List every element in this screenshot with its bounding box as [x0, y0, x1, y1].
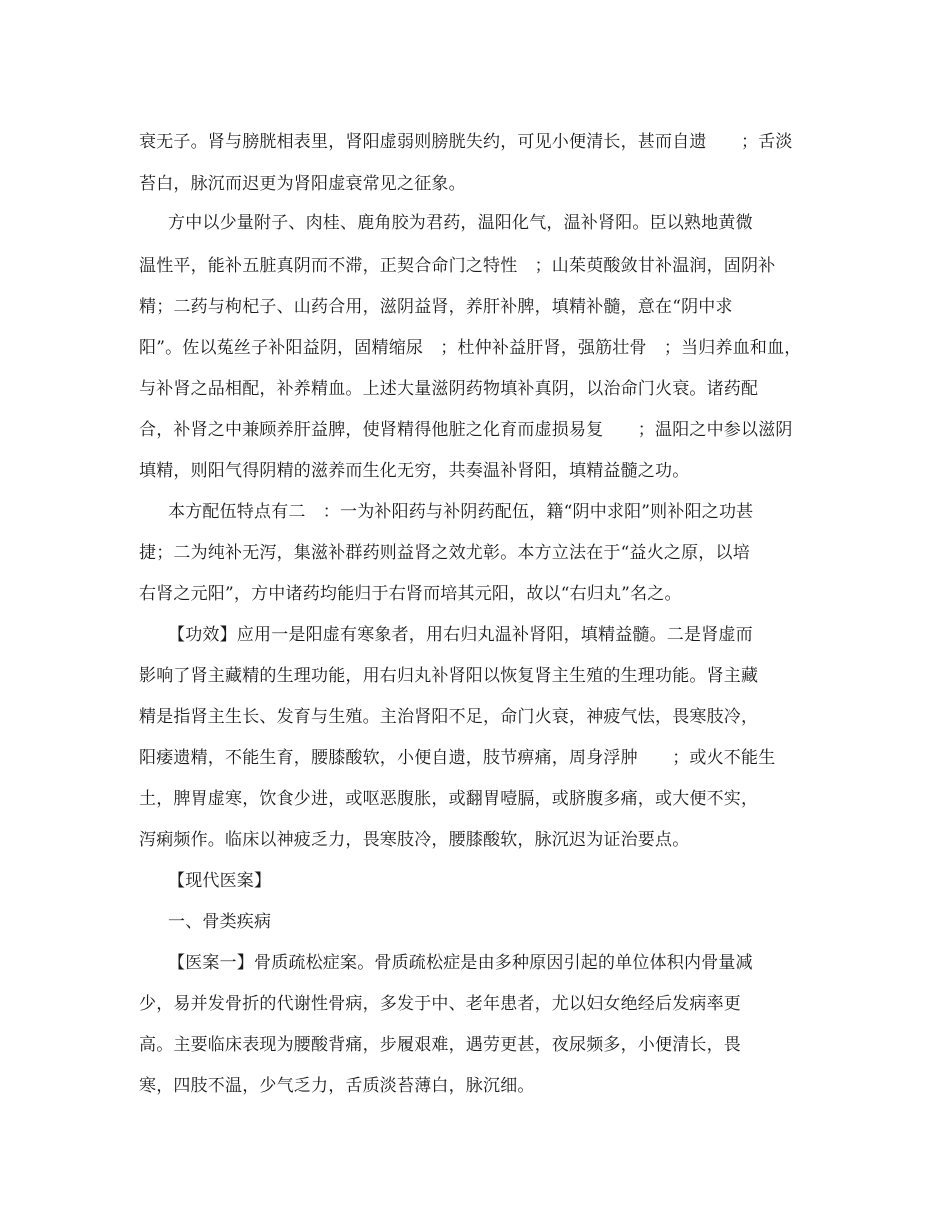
text-line: 土，脾胃虚寒，饮食少进，或呕恶腹胀，或翻胃噎膈，或脐腹多痛，或大便不实， — [139, 789, 759, 809]
text-line: 合，补肾之中兼顾养肝益脾，使肾精得他脏之化育而虚损易复 ；温阳之中参以滋阴 — [139, 420, 793, 440]
section-heading: 【现代医案】 — [168, 871, 272, 891]
text-line: 衰无子。肾与膀胱相表里，肾阳虚弱则膀胱失约，可见小便清长，甚而自遗 ；舌淡 — [139, 132, 793, 152]
text-line: 阳”。佐以菟丝子补阳益阴，固精缩尿 ；杜仲补益肝肾，强筋壮骨 ；当归养血和血， — [139, 338, 802, 358]
subsection-heading: 一、骨类疾病 — [168, 912, 272, 932]
text-line: 泻痢频作。临床以神疲乏力，畏寒肢冷，腰膝酸软，脉沉迟为证治要点。 — [139, 830, 690, 850]
paragraph-start: 方中以少量附子、肉桂、鹿角胶为君药，温阳化气，温补肾阳。臣以熟地黄微 — [168, 213, 753, 233]
text-line: 精；二药与枸杞子、山药合用，滋阴益肾，养肝补脾，填精补髓，意在“阴中求 — [139, 297, 733, 317]
text-line: 影响了肾主藏精的生理功能，用右归丸补肾阳以恢复肾主生殖的生理功能。肾主藏 — [139, 666, 759, 686]
text-line: 右肾之元阳”，方中诸药均能归于右肾而培其元阳，故以“右归丸”名之。 — [139, 584, 682, 604]
text-line: 精是指肾主生长、发育与生殖。主治肾阳不足，命门火衰，神疲气怯，畏寒肢冷， — [139, 707, 759, 727]
paragraph-start: 本方配伍特点有二 ：一为补阳药与补阴药配伍，籍“阴中求阳”则补阳之功甚 — [168, 502, 754, 522]
text-line: 与补肾之品相配，补养精血。上述大量滋阴药物填补真阴，以治命门火衰。诸药配 — [139, 379, 759, 399]
paragraph-start: 【医案一】骨质疏松症案。骨质疏松症是由多种原因引起的单位体积内骨量减 — [168, 953, 753, 973]
paragraph-start: 【功效】应用一是阳虚有寒象者，用右归丸温补肾阳，填精益髓。二是肾虚而 — [168, 625, 753, 645]
text-line: 高。主要临床表现为腰酸背痛，步履艰难，遇劳更甚，夜尿频多，小便清长，畏 — [139, 1035, 741, 1055]
text-line: 阳痿遗精，不能生育，腰膝酸软，小便自遗，肢节痹痛，周身浮肿 ；或火不能生 — [139, 748, 776, 768]
text-line: 寒，四肢不温，少气乏力，舌质淡苔薄白，脉沉细。 — [139, 1076, 535, 1096]
text-line: 捷；二为纯补无泻，集滋补群药则益肾之效尤彰。本方立法在于“益火之原，以培 — [139, 543, 750, 563]
text-line: 苔白，脉沉而迟更为肾阳虚衰常见之征象。 — [139, 174, 466, 194]
text-line: 少，易并发骨折的代谢性骨病，多发于中、老年患者，尤以妇女绝经后发病率更 — [139, 994, 741, 1014]
text-line: 填精，则阳气得阴精的滋养而生化无穷，共奏温补肾阳，填精益髓之功。 — [139, 461, 690, 481]
text-line: 温性平，能补五脏真阴而不滞，正契合命门之特性 ；山茱萸酸敛甘补温润，固阴补 — [139, 256, 776, 276]
